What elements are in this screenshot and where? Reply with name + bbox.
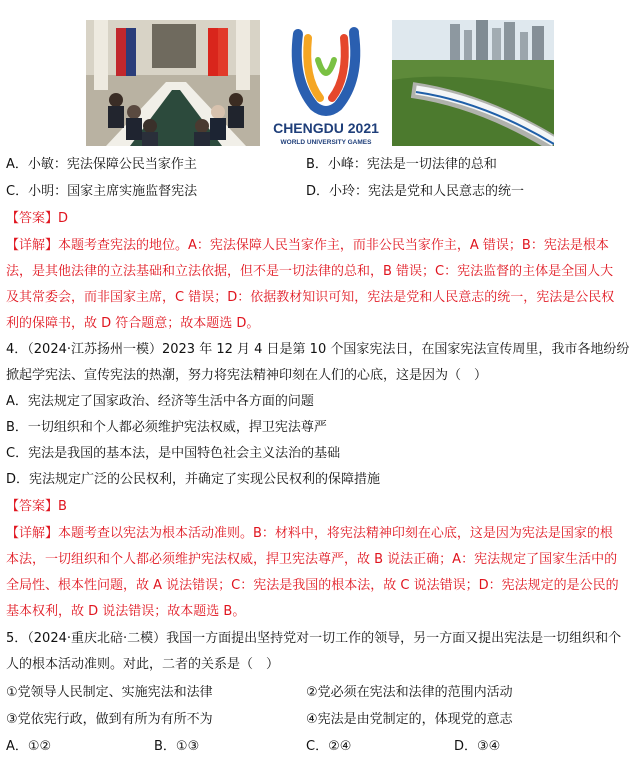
q4-detail-line-4: 基本权利，故 D 说法错误；故本题选 B。 (6, 604, 246, 619)
q4-option-b: B．一切组织和个人都必须维护宪法权威，捍卫宪法尊严 (6, 420, 327, 435)
illustration-row (0, 16, 640, 148)
chengdu-logo-graphic (262, 20, 390, 146)
q4-stem-line-2: 掀起学宪法、宣传宪法的热潮，努力将宪法精神印刻在人们的心底，这是因为（ ） (6, 368, 488, 383)
q4-detail-line-3: 全局性、根本性问题，故 A 说法错误；C：宪法是我国的根本法，故 C 说法错误；D：宪法规定的是公民的 (6, 578, 619, 593)
q5-statement-1: ①党领导人民制定、实施宪法和法律 (6, 685, 213, 700)
logo-title: CHENGDU 2021 (273, 120, 379, 136)
q3-option-d: D．小玲：宪法是党和人民意志的统一 (306, 184, 525, 199)
q4-detail-line-2: 本法，一切组织和个人都必须维护宪法权威，捍卫宪法尊严，故 B 说法正确；A：宪法规定了国家生活中的 (6, 552, 618, 567)
q3-detail-line-3: 及其常委会，而非国家主席，C 错误；D：依据教材知识可知，宪法是党和人民意志的统一，宪法是公民权 (6, 290, 615, 305)
q3-option-c: C．小明：国家主席实施监督宪法 (6, 184, 198, 199)
q3-option-b: B．小峰：宪法是一切法律的总和 (306, 157, 497, 172)
meeting-photo-illustration (86, 20, 260, 146)
meeting-photo (86, 20, 260, 146)
q5-stem-line-1: 5．（2024·重庆北碚·二模）我国一方面提出坚持党对一切工作的领导，另一方面又提出宪法是一切组织和个 (6, 631, 622, 646)
q3-detail-line-1: 【详解】本题考查宪法的地位。A：宪法保障人民当家作主，而非公民当家作主，A 错误；B：宪法是根本 (6, 238, 609, 253)
q3-detail-line-2: 法，是其他法律的立法基础和立法依据，但不是一切法律的总和，B 错误；C：宪法监督的主体是全国人大 (6, 264, 614, 279)
q5-statement-2: ②党必须在宪法和法律的范围内活动 (306, 685, 513, 700)
q3-answer: 【答案】D (6, 211, 69, 226)
q5-statement-4: ④宪法是由党制定的，体现党的意志 (306, 712, 513, 727)
q5-choice-c: C．②④ (306, 739, 352, 754)
q5-choice-a: A．①② (6, 739, 52, 754)
train-photo-illustration (392, 20, 554, 146)
q5-stem-line-2: 人的根本活动准则。对此，二者的关系是（ ） (6, 657, 280, 672)
q5-choice-d: D．③④ (454, 739, 501, 754)
q4-option-d: D．宪法规定广泛的公民权利，并确定了实现公民权利的保障措施 (6, 472, 381, 487)
q4-detail-line-1: 【详解】本题考查以宪法为根本活动准则。B：材料中，将宪法精神印刻在心底，这是因为宪法是国家的根 (6, 526, 613, 541)
q5-choice-b: B．①③ (154, 739, 200, 754)
q4-option-c: C．宪法是我国的基本法，是中国特色社会主义法治的基础 (6, 446, 341, 461)
q4-option-a: A．宪法规定了国家政治、经济等生活中各方面的问题 (6, 394, 314, 409)
q5-statement-3: ③党依宪行政，做到有所为有所不为 (6, 712, 213, 727)
universiade-logo (262, 20, 390, 146)
q4-answer: 【答案】B (6, 499, 67, 514)
q3-option-a: A．小敏：宪法保障公民当家作主 (6, 157, 197, 172)
logo-subtitle: WORLD UNIVERSITY GAMES (280, 139, 372, 146)
train-photo (392, 20, 554, 146)
q4-stem-line-1: 4．（2024·江苏扬州一模）2023 年 12 月 4 日是第 10 个国家宪法日，在国家宪法宣传周里，我市各地纷纷 (6, 342, 630, 357)
q3-detail-line-4: 利的保障书，故 D 符合题意；故本题选 D。 (6, 316, 260, 331)
